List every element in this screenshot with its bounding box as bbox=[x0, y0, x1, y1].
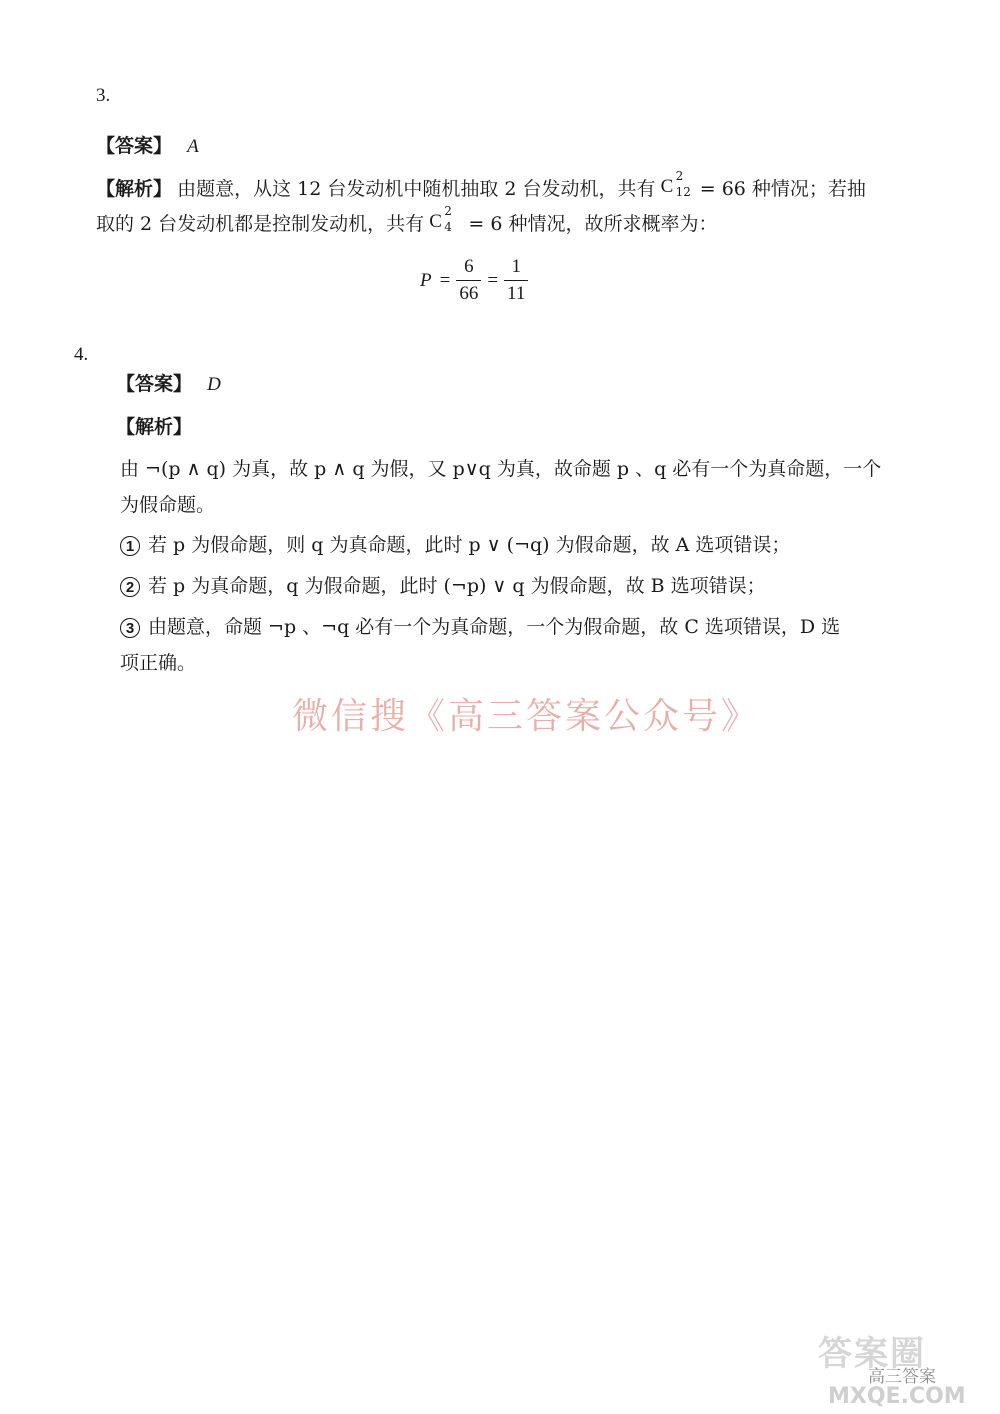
question-3-answer bbox=[96, 131, 199, 158]
corner-logo-top: 答案圈 bbox=[818, 1334, 926, 1374]
circled-number-1: 1 bbox=[120, 536, 140, 556]
item-text: 若 p 为假命题，则 q 为真命题，此时 p ∨ (¬q) 为假命题，故 A 选项错误； bbox=[148, 534, 791, 556]
formula-variable: P bbox=[420, 270, 432, 291]
question-4-number: 4. bbox=[74, 344, 89, 365]
fraction-6-66: $\frac{6}{66}$ bbox=[456, 256, 481, 305]
answer-value: A bbox=[187, 136, 199, 157]
circled-number-2: 2 bbox=[120, 577, 140, 597]
formula-equals: = bbox=[487, 270, 499, 291]
analysis-text: 取的 2 台发动机都是控制发动机，共有 bbox=[96, 213, 425, 235]
corner-logo-mid: 高三答案 bbox=[868, 1367, 936, 1387]
item-text: 由题意，命题 ¬p 、¬q 必有一个为真命题，一个为假命题，故 C 选项错误，D 选 bbox=[148, 616, 841, 638]
analysis-text: = 6 种情况，故所求概率为： bbox=[468, 213, 718, 235]
question-4-answer bbox=[116, 369, 221, 396]
question-3-analysis-line-2 bbox=[96, 204, 718, 235]
answer-value: D bbox=[207, 374, 221, 395]
fraction-1-11: $\frac{1}{11}$ bbox=[504, 256, 528, 305]
question-4-item-1 bbox=[120, 536, 790, 556]
probability-formula bbox=[420, 256, 534, 305]
analysis-text: = 66 种情况；若抽 bbox=[699, 178, 866, 200]
question-4-analysis-label: 【解析】 bbox=[116, 416, 193, 438]
answer-label: 【答案】 bbox=[116, 373, 193, 395]
combination-c-12-2: C 2 12 bbox=[660, 169, 691, 199]
circled-number-3: 3 bbox=[120, 618, 140, 638]
formula-equals: = bbox=[439, 270, 451, 291]
question-4-paragraph-line-1: 由 ¬(p ∧ q) 为真，故 p ∧ q 为假，又 p∨q 为真，故命题 p 、q 必有一个为真命题，一个 bbox=[120, 458, 882, 480]
question-3-analysis-line-1 bbox=[96, 169, 866, 201]
corner-logo-bottom: MXQE.COM bbox=[828, 1384, 966, 1409]
watermark-text: 微信搜《高三答案公众号》 bbox=[292, 696, 761, 737]
combination-c-4-2: C 2 4 bbox=[429, 204, 452, 234]
question-3-number: 3. bbox=[96, 85, 111, 106]
question-4-paragraph-line-2: 为假命题。 bbox=[120, 494, 216, 516]
question-4-item-3-line-2: 项正确。 bbox=[120, 652, 197, 674]
analysis-label: 【解析】 bbox=[96, 178, 173, 200]
corner-logo bbox=[818, 1326, 988, 1410]
analysis-text: 由题意，从这 12 台发动机中随机抽取 2 台发动机，共有 bbox=[177, 178, 656, 200]
answer-label: 【答案】 bbox=[96, 135, 173, 157]
question-4-item-3 bbox=[120, 618, 840, 638]
question-4-item-2 bbox=[120, 577, 766, 597]
item-text: 若 p 为真命题，q 为假命题，此时 (¬p) ∨ q 为假命题，故 B 选项错误； bbox=[148, 575, 766, 597]
